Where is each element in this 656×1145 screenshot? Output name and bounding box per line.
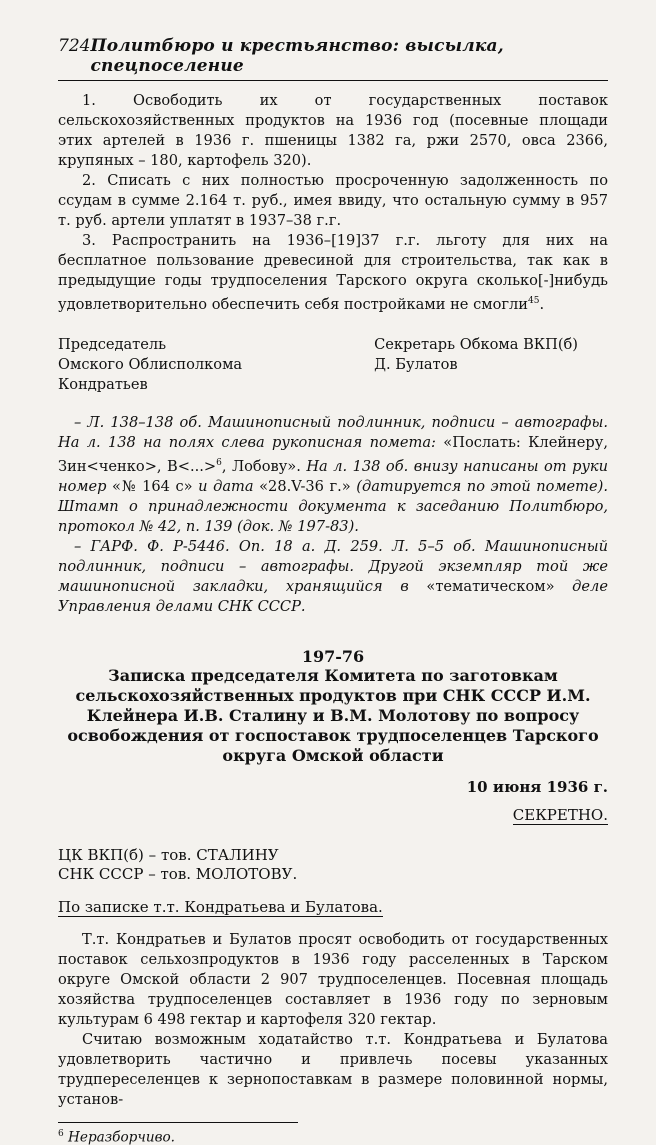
body-paragraph: Т.т. Кондратьев и Булатов просят освободить от государственных поставок сельхозпродуктов в 1936 году расселенных в Тарском округе Омской области 2 907 трудпоселенцев. Посевная площадь хозяйства трудпоселенцев составляет в 1936 году по зерновым культурам 6 498 гектар и картофеля 320 гектар. — [58, 930, 608, 1028]
note-text: (датируется по этой помете). Штамп о принадлежности документа к заседанию Политбюро, протокол № 42, п. 139 (док. № 197-83). — [58, 477, 608, 535]
footnote-mark: 6 — [58, 1128, 64, 1139]
running-header — [58, 36, 608, 81]
archival-note-1 — [58, 413, 608, 537]
point-3-text: 3. Распространить на 1936–[19]37 г.г. льготу для них на бесплатное пользование древесиной для строительства, так как в предыдущие годы трудпоселения Тарского округа сколько[-]нибудь удовлетворительно обеспечить себя постройками не смогли — [58, 232, 608, 313]
addressee-line: СНК СССР – тов. МОЛОТОВУ. — [58, 864, 298, 883]
point-2: 2. Списать с них полностью просроченную задолженность по ссудам в сумме 2.164 т. руб., имея ввиду, что остальную сумму в 957 т. руб. артели уплатят в 1937–38 г.г. — [58, 172, 608, 229]
archival-note-2 — [58, 537, 608, 617]
document-title: Записка председателя Комитета по заготовкам сельскохозяйственных продуктов при СНК СССР И.М. Клейнера И.В. Сталину и В.М. Молотову по вопросу освобождения от госпоставок трудпоселенцев Тарского округа Омской области — [67, 665, 599, 765]
document-number: 197-76 — [301, 646, 365, 666]
decision-points — [58, 91, 608, 315]
footnote-text: Неразборчиво. — [63, 1129, 175, 1145]
note-quote: «№ 164 с» — [112, 477, 193, 495]
signature-left — [58, 335, 242, 395]
classification-stamp — [58, 806, 608, 824]
signature-right-line: Д. Булатов — [374, 355, 458, 373]
note-quote: «28.V-36 г.» — [259, 477, 351, 495]
signature-block — [58, 335, 608, 395]
subject-line — [58, 898, 608, 916]
note-quote: «тематическом» — [426, 577, 555, 595]
note-text: и дата — [192, 477, 260, 495]
signature-left-line: Председатель — [58, 335, 167, 353]
note-quote: «Послать: Клейнеру, Зин<ченко>, В<...> — [58, 433, 608, 475]
classification-text: СЕКРЕТНО. — [512, 805, 608, 824]
footnote — [58, 1129, 608, 1145]
signature-left-line: Омского Облисполкома — [58, 355, 243, 373]
note-text: – ГАРФ. Ф. Р-5446. Оп. 18 а. Д. 259. Л. 5–5 об. Машинописный подлинник, подписи – автографы. Другой экземпляр той же машинописной закладки, хранящийся в — [58, 537, 608, 595]
addressee-line: ЦК ВКП(б) – тов. СТАЛИНУ — [58, 845, 279, 864]
note-text: – Л. 138–138 об. Машинописный подлинник, подписи – автографы. На л. 138 на полях слева рукописная помета: — [58, 413, 608, 451]
footnote-ref-6: 6 — [216, 457, 222, 468]
document-body — [58, 930, 608, 1110]
archival-notes — [58, 413, 608, 617]
addressees — [58, 846, 608, 884]
point-1: 1. Освободить их от государственных поставок сельскохозяйственных продуктов на 1936 год (посевные площади этих артелей в 1936 г. пшеницы 1382 га, ржи 2570, овса 2366, крупяных – 180, картофель 320). — [58, 92, 608, 169]
signature-left-line: Кондратьев — [58, 375, 148, 393]
note-quote: , Лобову». — [221, 457, 301, 475]
note-text: На л. 138 об. внизу написаны от руки номер — [58, 457, 609, 495]
signature-right — [374, 335, 578, 395]
page-number: 724 — [58, 36, 91, 56]
footnote-ref-45: 45 — [528, 296, 540, 306]
body-paragraph: Считаю возможным ходатайство т.т. Кондратьева и Булатова удовлетворить частично и привлечь посевы указанных трудпереселенцев к зернопоставкам в размере половинной нормы, установ- — [58, 1030, 608, 1108]
subject-text: По записке т.т. Кондратьева и Булатова. — [58, 897, 383, 916]
footnote-rule — [58, 1122, 298, 1123]
signature-right-line: Секретарь Обкома ВКП(б) — [374, 335, 578, 353]
document-date: 10 июня 1936 г. — [466, 777, 608, 796]
note-text: деле Управления делами СНК СССР. — [58, 577, 608, 615]
running-title: Политбюро и крестьянство: высылка, спецпоселение — [90, 36, 504, 76]
point-3: 3. Распространить на 1936–[19]37 г.г. льготу для них на бесплатное пользование древесиной для строительства, так как в предыдущие годы трудпоселения Тарского округа сколько[-]нибудь удовлетворительно обеспечить себя постройками не смогли$^{45}$. — [58, 232, 608, 313]
